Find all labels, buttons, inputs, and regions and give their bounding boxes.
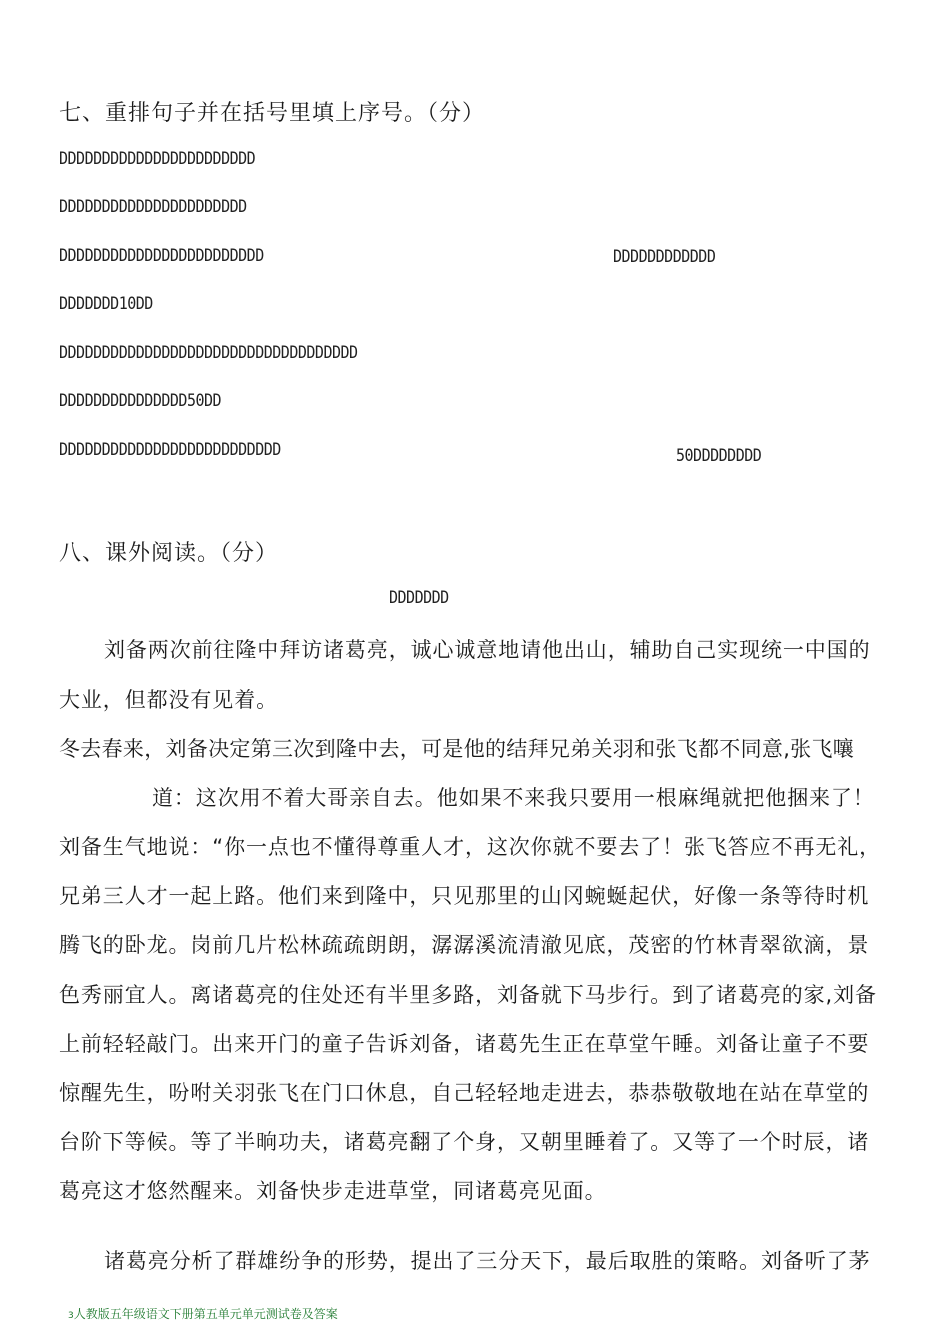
garbled-line: DDDDDDDDDDDDDDD50DD bbox=[59, 390, 222, 411]
passage-line: 台阶下等候。等了半晌功夫，诸葛亮翻了个身，又朝里睡着了。又等了一个时辰，诸 bbox=[59, 1130, 870, 1154]
passage-line: 色秀丽宜人。离诸葛亮的住处还有半里多路，刘备就下马步行。到了诸葛亮的家,刘备 bbox=[59, 983, 877, 1007]
passage-line: 腾飞的卧龙。岗前几片松林疏疏朗朗，潺潺溪流清澈见底，茂密的竹林青翠欲滴，景 bbox=[59, 933, 870, 957]
passage-title: DDDDDDD bbox=[389, 587, 449, 608]
passage-line: 诸葛亮分析了群雄纷争的形势，提出了三分天下，最后取胜的策略。刘备听了茅 bbox=[104, 1249, 871, 1273]
passage-line: 刘备两次前往隆中拜访诸葛亮，诚心诚意地请他出山，辅助自己实现统一中国的 bbox=[104, 638, 871, 662]
garbled-line: DDDDDDDDDDDDDDDDDDDDDDD bbox=[59, 148, 256, 169]
garbled-line: DDDDDDDDDDDDDDDDDDDDDDDD bbox=[59, 245, 264, 266]
garbled-line: DDDDDDDDDDDDDDDDDDDDDDDDDDDDDDDDDDD bbox=[59, 342, 358, 363]
section-8-heading: 八、课外阅读。（分） bbox=[59, 541, 279, 566]
garbled-line: DDDDDDDDDDDDDDDDDDDDDDDDDD bbox=[59, 439, 281, 460]
passage-line: 兄弟三人才一起上路。他们来到隆中，只见那里的山冈蜿蜒起伏，好像一条等待时机 bbox=[59, 884, 870, 908]
passage-line: 冬去春来，刘备决定第三次到隆中去，可是他的结拜兄弟关羽和张飞都不同意,张飞嚷 bbox=[59, 737, 855, 761]
passage-line: 道：这次用不着大哥亲自去。他如果不来我只要用一根麻绳就把他捆来了！ bbox=[152, 786, 875, 810]
garbled-line: DDDDDDD10DD bbox=[59, 293, 153, 314]
section-7-heading: 七、重排句子并在括号里填上序号。（分） bbox=[59, 101, 486, 126]
garbled-line: DDDDDDDDDDDDDDDDDDDDDD bbox=[59, 196, 247, 217]
page-footer bbox=[68, 1305, 338, 1322]
passage-line: 刘备生气地说：“你一点也不懂得尊重人才，这次你就不要去了！张飞答应不再无礼， bbox=[59, 835, 882, 859]
passage-line: 上前轻轻敲门。出来开门的童子告诉刘备，诸葛先生正在草堂午睡。刘备让童子不要 bbox=[59, 1032, 870, 1056]
garbled-note-right: DDDDDDDDDDDD bbox=[613, 246, 716, 267]
passage-line: 惊醒先生，吩咐关羽张飞在门口休息，自己轻轻地走进去，恭恭敬敬地在站在草堂的 bbox=[59, 1081, 870, 1105]
passage-line: 大业，但都没有见着。 bbox=[59, 688, 278, 712]
footer-title: 人教版五年级语文下册第五单元单元测试卷及答案 bbox=[73, 1307, 338, 1321]
garbled-note-right: 50DDDDDDDD bbox=[676, 445, 762, 466]
passage-line: 葛亮这才悠然醒来。刘备快步走进草堂，同诸葛亮见面。 bbox=[59, 1179, 607, 1203]
page-number: 3 bbox=[68, 1311, 74, 1321]
